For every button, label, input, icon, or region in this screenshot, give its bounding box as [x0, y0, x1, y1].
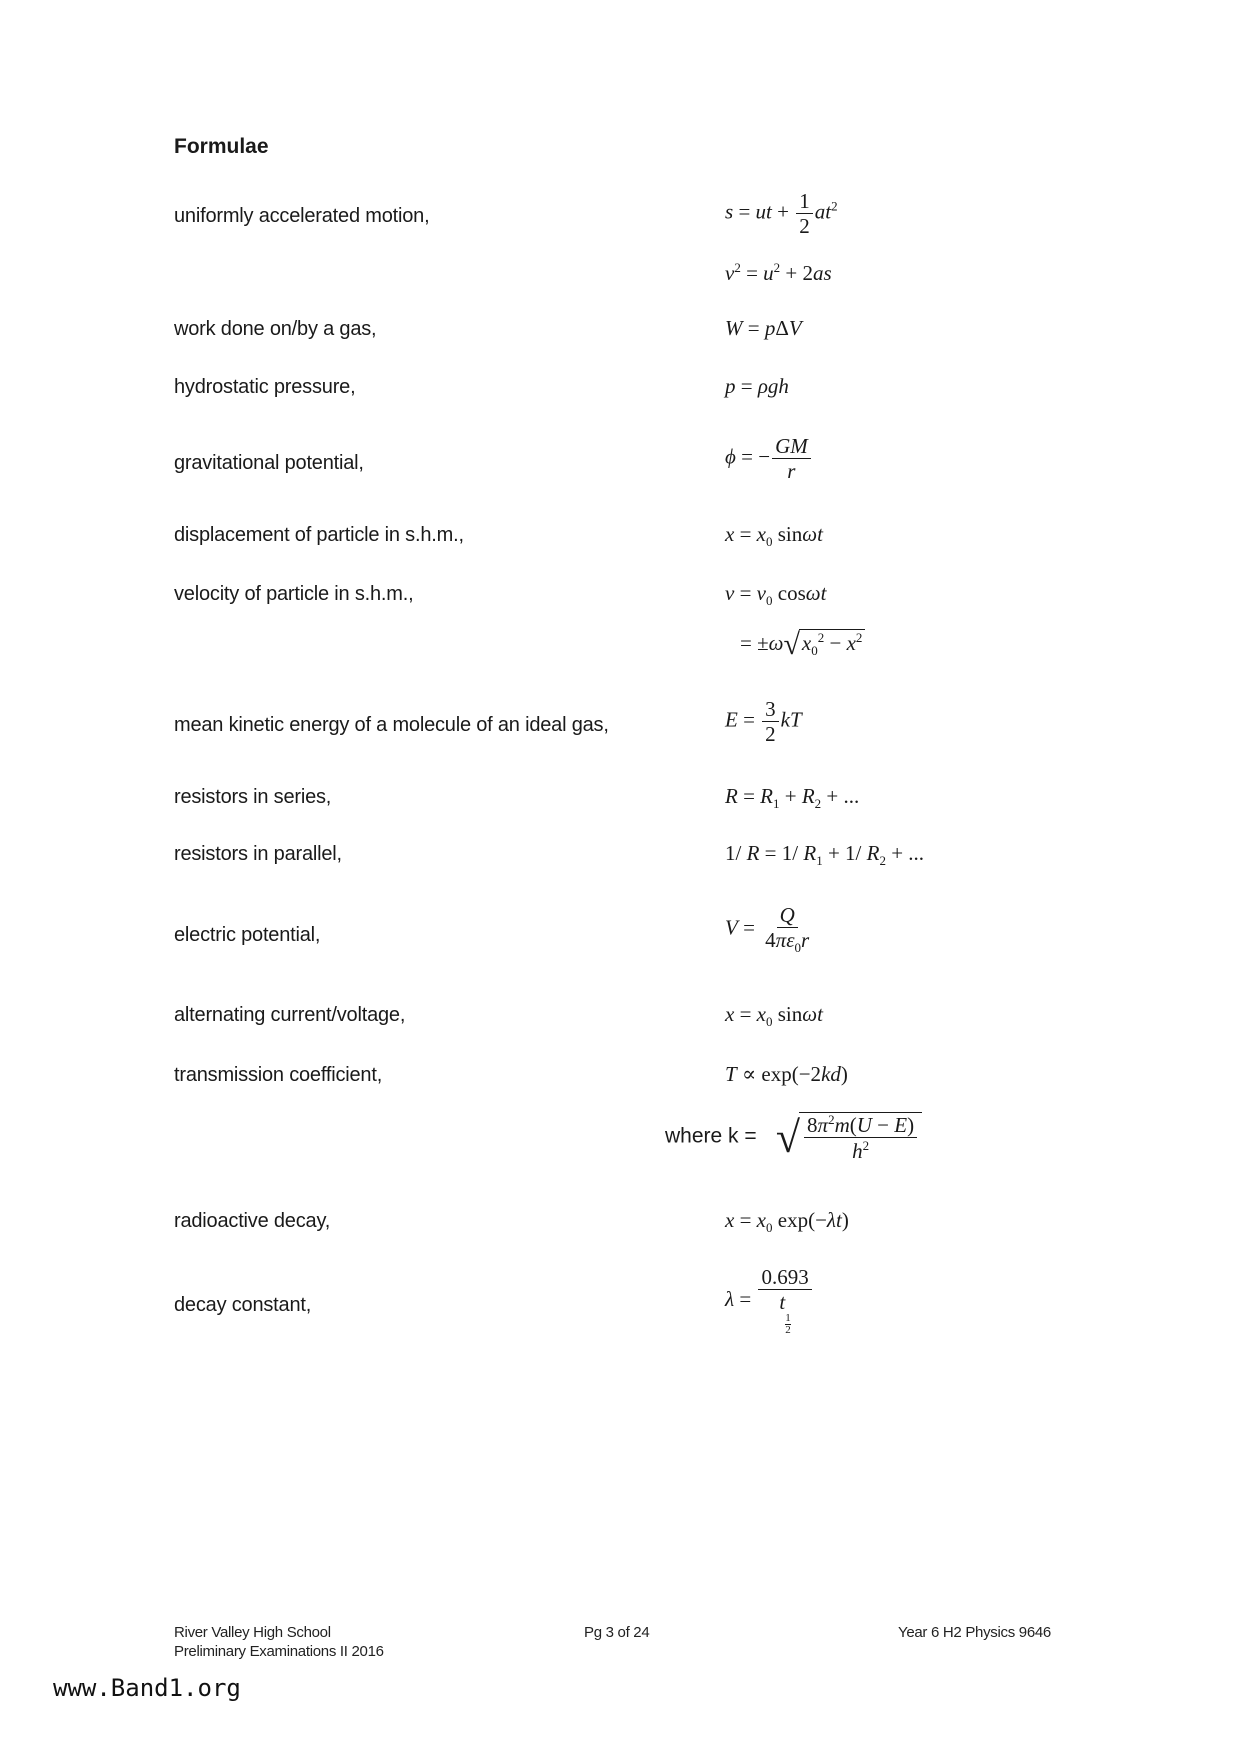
formula-alternating-current: $x = x_0$ sinωt [725, 1002, 823, 1030]
footer-course: Year 6 H2 Physics 9646 [898, 1624, 1051, 1641]
formula-electric-potential: V = $\frac{Q}{4\pi\varepsilon_0r}$ [725, 903, 810, 956]
label-decay-constant: decay constant, [174, 1294, 312, 1316]
label-electric-potential: electric potential, [174, 924, 321, 946]
label-transmission-coefficient: transmission coefficient, [174, 1064, 383, 1086]
label-resistors-series: resistors in series, [174, 786, 332, 808]
formula-displacement-suvat: s = ut + $\frac{1}{2}$ $at^2$ [725, 189, 838, 239]
formula-radioactive-decay: $x = x_0$ exp(−λt) [725, 1208, 849, 1236]
formula-resistors-series: $R = R_1 + R_2$ + ... [725, 784, 860, 812]
formula-transmission-k: where k = √ $\frac{8\pi^2m(U - E)}{h^2}$ [665, 1112, 922, 1163]
formula-decay-constant: λ = 0.693 t $_{\frac{1}{2}}$ [725, 1266, 814, 1336]
label-alternating-current: alternating current/voltage, [174, 1004, 406, 1026]
decay-numerator: 0.693 [758, 1266, 811, 1290]
label-shm-displacement: displacement of particle in s.h.m., [174, 524, 464, 546]
formula-shm-velocity-alt: = $\pm\omega√x_0^2 - x^2$ [740, 628, 865, 662]
formula-work-done: W = pΔV [725, 316, 802, 340]
formula-shm-velocity: $v = v_0$ cosωt [725, 581, 827, 609]
label-resistors-parallel: resistors in parallel, [174, 843, 342, 865]
footer-exam-name: Preliminary Examinations II 2016 [174, 1643, 384, 1660]
formula-gravitational-potential: ϕ = − $\frac{GM}{r}$ [725, 435, 813, 482]
footer-school-name: River Valley High School [174, 1624, 331, 1641]
label-gravitational-potential: gravitational potential, [174, 452, 364, 474]
footer-page-number: Pg 3 of 24 [584, 1624, 650, 1641]
formula-mean-kinetic-energy: E = $\frac{3}{2}$ kT [725, 697, 802, 747]
formula-shm-displacement: $x = x_0$ sinωt [725, 522, 823, 550]
label-mean-kinetic-energy: mean kinetic energy of a molecule of an ideal gas, [174, 714, 609, 736]
formula-hydrostatic-pressure: p = ρgh [725, 374, 789, 398]
footer-school [174, 1623, 384, 1661]
label-work-done: work done on/by a gas, [174, 318, 377, 340]
label-shm-velocity: velocity of particle in s.h.m., [174, 583, 414, 605]
label-hydrostatic-pressure: hydrostatic pressure, [174, 376, 356, 398]
watermark-text: www.Band1.org [53, 1674, 241, 1702]
formula-transmission-coefficient: T ∝ exp(−2kd) [725, 1062, 848, 1086]
section-heading: Formulae [174, 135, 269, 158]
where-k-label: where k = [665, 1124, 757, 1148]
formula-resistors-parallel: 1/ R = 1/ $R_1 + 1/$ $R_2$ + ... [725, 841, 925, 869]
label-radioactive-decay: radioactive decay, [174, 1210, 331, 1232]
formula-velocity-suvat: $v^2 = u^2 + 2as$ [725, 260, 832, 285]
label-uniform-motion: uniformly accelerated motion, [174, 205, 430, 227]
